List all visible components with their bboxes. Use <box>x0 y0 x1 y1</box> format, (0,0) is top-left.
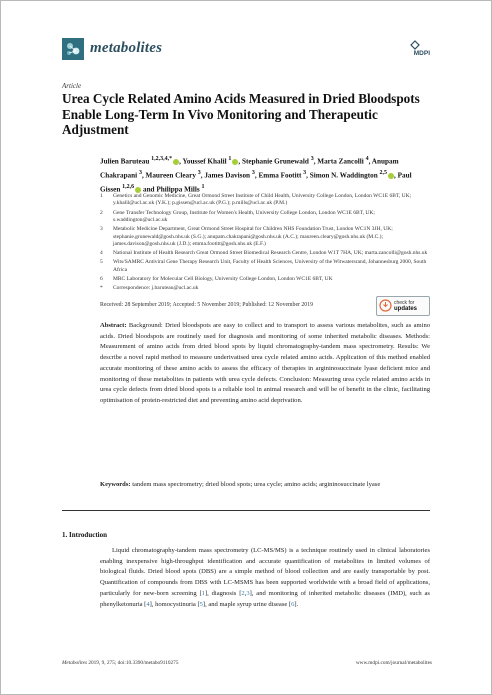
publication-dates: Received: 28 September 2019; Accepted: 5 November 2019; Published: 12 November 2019 <box>100 302 313 308</box>
affiliation-item <box>100 285 430 292</box>
abstract <box>100 321 430 407</box>
affiliation-number: 4 <box>100 250 103 257</box>
affiliation-number: 3 <box>100 226 103 233</box>
check-for-updates-text <box>394 300 417 312</box>
introduction-heading: 1. Introduction <box>62 531 107 539</box>
updates-line1: check for <box>394 300 415 306</box>
affiliation-text: Metabolic Medicine Department, Great Ormond Street Hospital for Children NHS Foundation Trust, London WC1N 3JH, UK; stephanie.grunewald@gosh.nhs.uk (S.G.); anupam.chakrapani@gosh.nhs.uk (A.C.); maureen.cleary@gosh.nhs.uk (M.C.); james.davison@gosh.nhs.uk (J.D.); emma.footitt@gosh.nhs.uk (E.F.) <box>113 226 393 248</box>
article-title: Urea Cycle Related Amino Acids Measured in Dried Bloodspots Enable Long-Term In Vivo Monitoring and Therapeutic Adjustment <box>62 91 420 137</box>
affiliation-text: Genetics and Genomic Medicine, Great Ormond Street Institute of Child Health, University College London, London WC1E 6BT, UK; y.khalil@ucl.ac.uk (Y.K.); p.gissen@ucl.ac.uk (P.G.); p.mills@ucl.ac.uk (P.M.) <box>113 193 412 207</box>
affiliation-number: 6 <box>100 276 103 283</box>
updates-line2: updates <box>394 306 418 312</box>
affiliation-item <box>100 226 430 248</box>
affiliation-number: * <box>100 285 103 292</box>
affiliation-item <box>100 193 430 208</box>
journal-name: metabolites <box>90 40 163 56</box>
affiliation-text: National Institute of Health Research Great Ormond Street Biomedical Research Centre, London W1T 7HA, UK; marta.zancolli@gosh.nhs.uk <box>113 250 428 257</box>
footer-url[interactable]: www.mdpi.com/journal/metabolites <box>355 660 432 666</box>
abstract-text: Background: Dried bloodspots are easy to collect and to transport to assess various metabolites, such as amino acids. Dried bloodspots are routinely used for diagnosis and monitoring of some inherited metabolic diseases. Methods: Measurement of amino acids from dried blood spots by liquid chromatography-tandem mass spectrometry. Results: We describe a novel rapid method to measure underivatised urea cycle related amino acids. Application of this method enabled accurate monitoring of these amino acids to assess the efficacy of therapies in argininosuccinate lyase deficient mice and monitoring of these metabolites in patients with urea cycle defects. Conclusion: Measuring urea cycle related amino acids in urea cycle defects from dried blood spots is a reliable tool in animal research and will be of benefit in the clinic, facilitating optimisation of protein-restricted diet and preventing amino acid deprivation. <box>100 322 430 404</box>
section-divider <box>62 510 430 511</box>
affiliation-text: Gene Transfer Technology Group, Institute for Women's Health, University College London, London WC1E 6BT, UK; s.waddington@ucl.ac.uk <box>113 209 375 224</box>
affiliation-number: 1 <box>100 193 103 199</box>
journal-logo-icon <box>62 38 84 60</box>
affiliation-list <box>100 193 430 294</box>
affiliation-text: MRC Laboratory for Molecular Cell Biology, University College London, London WC1E 6BT, UK <box>113 276 333 283</box>
keywords-label: Keywords: <box>100 481 131 488</box>
footer-citation <box>62 660 178 666</box>
abstract-label: Abstract: <box>100 322 127 329</box>
affiliation-number: 5 <box>100 259 103 266</box>
keywords <box>100 480 430 491</box>
footer-doi: 2019, 9, 275; doi:10.3390/metabo9110275 <box>87 660 179 666</box>
journal-header <box>62 36 430 64</box>
keywords-text: tandem mass spectrometry; dried blood spots; urea cycle; amino acids; argininosuccinate lyase <box>132 481 381 488</box>
introduction-paragraph: Liquid chromatography-tandem mass spectrometry (LC-MS/MS) is a technique routinely used in clinical laboratories enabling inexpensive high-throughput identification and accurate quantification of metabolites in limited volumes of biological fluids. Dried blood spots (DBS) are a simple method of blood collection and are easily transportable by post. Quantification of compounds from DBS with LC-MSMS has been supported worldwide with a broad field of applications, particularly for new-born screening [1], diagnosis [2,3], and monitoring of inherited metabolic diseases (IMD), such as phenylketonuria [4], homocystinuria [5], and maple syrup urine disease [6]. <box>100 547 430 608</box>
check-for-updates-badge[interactable] <box>376 296 430 316</box>
affiliation-text: Correspondence: j.baruteau@ucl.ac.uk <box>113 285 199 292</box>
affiliation-item <box>100 210 430 225</box>
affiliation-item <box>100 276 430 283</box>
affiliation-number: 2 <box>100 209 103 216</box>
publisher-name: MDPI <box>413 50 430 57</box>
affiliation-item <box>100 250 430 257</box>
affiliation-item <box>100 259 430 274</box>
update-check-icon <box>379 299 392 312</box>
affiliation-text: Wits/SAMRC Antiviral Gene Therapy Research Unit, Faculty of Health Sciences, University of the Witwatersrand, Johannesburg 2000, South Africa <box>113 259 427 273</box>
footer-journal: Metabolites <box>62 660 88 666</box>
author-list: Julien Baruteau $^{1,2,3,4,*}$ , Youssef Khalil $^1$ , Stephanie Grunewald $^3$, Marta Zancolli $^4$, Anupam Chakrapani $^3$, Maureen Cleary $^3$, James Davison $^3$, Emma Footitt $^3$, Simon N. Waddington $^{2,5}$ , Paul Gissen $^{1,2,6}$ and Philippa Mills $^1$ <box>100 156 412 194</box>
article-type: Article <box>62 82 82 90</box>
